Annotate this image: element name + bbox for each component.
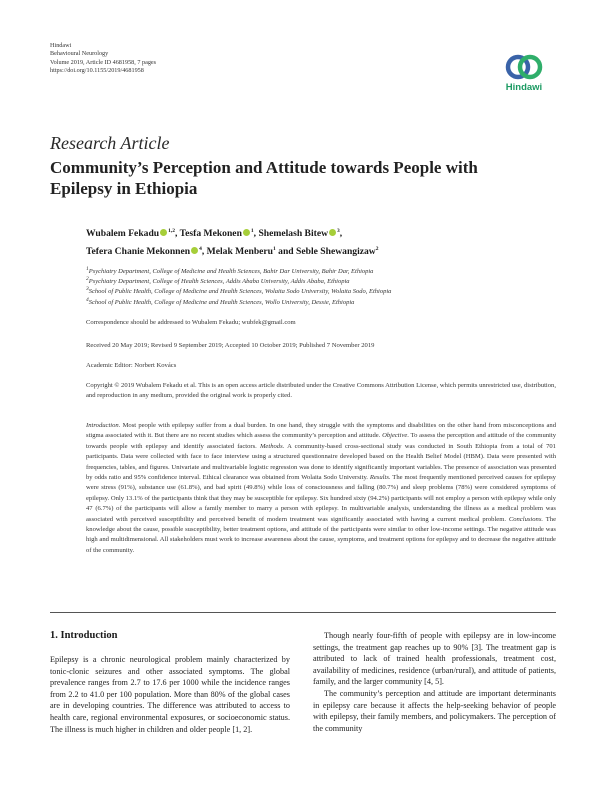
- hindawi-logo-text: Hindawi: [505, 82, 543, 93]
- affiliation-item: [86, 267, 556, 277]
- affiliation-number: 3: [86, 286, 89, 293]
- affiliation-marker: 1,2: [168, 227, 175, 234]
- abstract-section-label: Objective.: [382, 432, 409, 440]
- orcid-icon[interactable]: [191, 247, 198, 254]
- affiliation-number: 2: [86, 276, 89, 283]
- abstract-section-label: Conclusions.: [508, 515, 544, 523]
- journal-name: Behavioural Neurology: [50, 50, 109, 58]
- author-name: [207, 246, 276, 257]
- author-name: [86, 228, 175, 239]
- affiliation-text: School of Public Health, College of Medicine and Health Sciences, Wollo University, Dessie, Ethiopia: [88, 298, 355, 306]
- orcid-icon[interactable]: [329, 229, 336, 236]
- publication-dates: Received 20 May 2019; Revised 9 September 2019; Accepted 10 October 2019; Published 7 November 2019: [86, 342, 375, 349]
- volume-info: Volume 2019, Article ID 4681958, 7 pages: [50, 58, 157, 66]
- affiliation-marker: 1: [273, 245, 276, 252]
- body-paragraph: Epilepsy is a chronic neurological problem mainly characterized by tonic-clonic seizures and other associated symptoms. The global prevalence ranges from 2.7 to 17.6 per 1000 while the incidence ranges from 2.2 to 41.0 per 100 population. More than 80% of the global cases are in developing countries. The difference was attributed to access to health care, regional environmental exposures, or socioeconomic status. The illness is much higher in children and older people [1, 2].: [50, 655, 290, 734]
- abstract-section-text: To assess the perception and attitude of the community towards people with epilepsy and identify associated factors.: [86, 432, 557, 450]
- body-paragraph: Though nearly four-fifth of people with epilepsy are in low-income settings, the treatment gap reaches up to 90% [3]. The treatment gap is attributed to lack of trained health professionals, treatment cost, availability of medicines, residence (urban/rural), and attitude of patients, family, and the larger community [4, 5].: [313, 631, 556, 687]
- author-name-text: Tefera Chanie Mekonnen: [86, 246, 191, 257]
- affiliation-text: Psychiatry Department, College of Health Sciences, Addis Ababa University, Addis Ababa, Ethiopia: [88, 278, 350, 286]
- section-heading: 1. Introduction: [50, 630, 118, 641]
- abstract-section-text: The knowledge about the cause, possible susceptibility, better treatment options, and attitude of the participants were similar to other low-income settings. The negative attitude was high and multidimensional. All stakeholders must work to increase awareness about the cause, symptoms, and treatment options for epilepsy and to decrease the negative attitude of the community.: [86, 515, 557, 554]
- author-list: Wubalem Fekadu $^{1,2}$, Tesfa Mekonen $^1$, Shemelash Bitew $^3$, Tefera Chanie Mekonnen $^4$, Melak Menberu$^1$ and Seble Shewangizaw$^2$: [86, 227, 379, 257]
- affiliation-marker: 4: [199, 245, 202, 252]
- author-name-text: Melak Menberu: [206, 246, 274, 257]
- abstract-section-label: Methods.: [259, 442, 285, 450]
- author-name: [258, 228, 339, 239]
- affiliation-item: [86, 298, 556, 308]
- body-column-right: [313, 630, 556, 734]
- correspondence: Correspondence should be addressed to Wubalem Fekadu; wubfek@gmail.com: [86, 319, 296, 326]
- abstract-section-label: Results.: [369, 474, 391, 482]
- academic-editor: Academic Editor: Norbert Kovács: [86, 362, 177, 369]
- body-paragraph: The community’s perception and attitude are important determinants in epilepsy care because it affects the help-seeking behavior of people with epilepsy, their family members, and policymakers. The perception of the community: [313, 688, 556, 733]
- author-name: [180, 228, 254, 239]
- affiliation-text: Psychiatry Department, College of Medicine and Health Sciences, Bahir Dar University, Bahir Dar, Ethiopia: [88, 268, 374, 275]
- orcid-icon[interactable]: [160, 229, 167, 236]
- affiliation-marker: 3: [337, 227, 340, 234]
- publisher-name: Hindawi: [50, 42, 72, 49]
- doi-link[interactable]: https://doi.org/10.1155/2019/4681958: [50, 66, 144, 74]
- body-column-left: [50, 630, 290, 735]
- affiliation-marker: 1: [250, 227, 254, 234]
- author-name-text: Tesfa Mekonen: [179, 228, 242, 239]
- author-name-text: Shemelash Bitew: [258, 228, 329, 239]
- abstract-section-text: Most people with epilepsy suffer from a dual burden. In one hand, they struggle with the symptoms and disabilities on the other hand from misconceptions and stigma associated with it. But there are no recent studies which assess the community’s perception and attitude.: [86, 422, 556, 440]
- affiliation-item: [86, 277, 556, 287]
- hindawi-rings-icon: [504, 52, 544, 82]
- abstract-section-label: Introduction.: [86, 422, 121, 429]
- orcid-icon[interactable]: [243, 229, 250, 236]
- affiliation-list: [86, 267, 556, 308]
- author-name: [86, 246, 202, 257]
- journal-info: [50, 42, 156, 75]
- affiliation-number: 1: [86, 265, 89, 272]
- abstract-section-text: The most frequently mentioned perceived causes for epilepsy were stress (91%), substance use (61.8%), and bad spirit (49.8%) while loss of consciousness and falling (80.7%) and sleep problems (78%) were considered symptoms of epilepsy. Only 13.1% of the participants think that they may be susceptible for epilepsy. Six hundred sixty (94.2%) participants will not employ a person with epilepsy while only 47 (6.7%) of the participants will allow a family member to marry a person with epilepsy. In multivariable analysis, understanding the illness as a medical problem was associated with perceived susceptibility and perceived benefit of modern treatment was significantly associated with having a current medical problem.: [86, 474, 556, 523]
- affiliation-text: School of Public Health, College of Medicine and Health Sciences, Wolaita Sodo University, Wolaita Sodo, Ethiopia: [88, 288, 392, 296]
- article-title: Community’s Perception and Attitude towards People with Epilepsy in Ethiopia: [50, 158, 478, 198]
- affiliation-marker: 2: [375, 245, 379, 252]
- section-divider: [50, 612, 556, 613]
- affiliation-number: 4: [86, 296, 89, 303]
- copyright-notice: Copyright © 2019 Wubalem Fekadu et al. This is an open access article distributed under the Creative Commons Attribution License, which permits unrestricted use, distribution, and reproduction in any medium, provided the original work is properly cited.: [86, 382, 556, 400]
- abstract: [86, 421, 556, 556]
- hindawi-logo: [496, 52, 552, 93]
- article-type: Research Article: [50, 133, 170, 153]
- author-name-text: Seble Shewangizaw: [296, 246, 376, 257]
- affiliation-item: [86, 287, 556, 297]
- author-name-text: Wubalem Fekadu: [86, 228, 160, 239]
- abstract-section-text: A community-based cross-sectional study was conducted in South Ethiopia from a total of 701 participants. Data were collected with face to face interview using a structured questionnaire developed based on the Health Belief Model (HBM). Data were presented with frequencies, tables, and figures. Univariate and multivariable logistic regression was done to identify significantly important variables. The presence of association was presented by odds ratio and 95% confidence interval. Ethical clearance was obtained from Wolaita Sodo University.: [86, 442, 556, 482]
- author-name: [296, 246, 378, 257]
